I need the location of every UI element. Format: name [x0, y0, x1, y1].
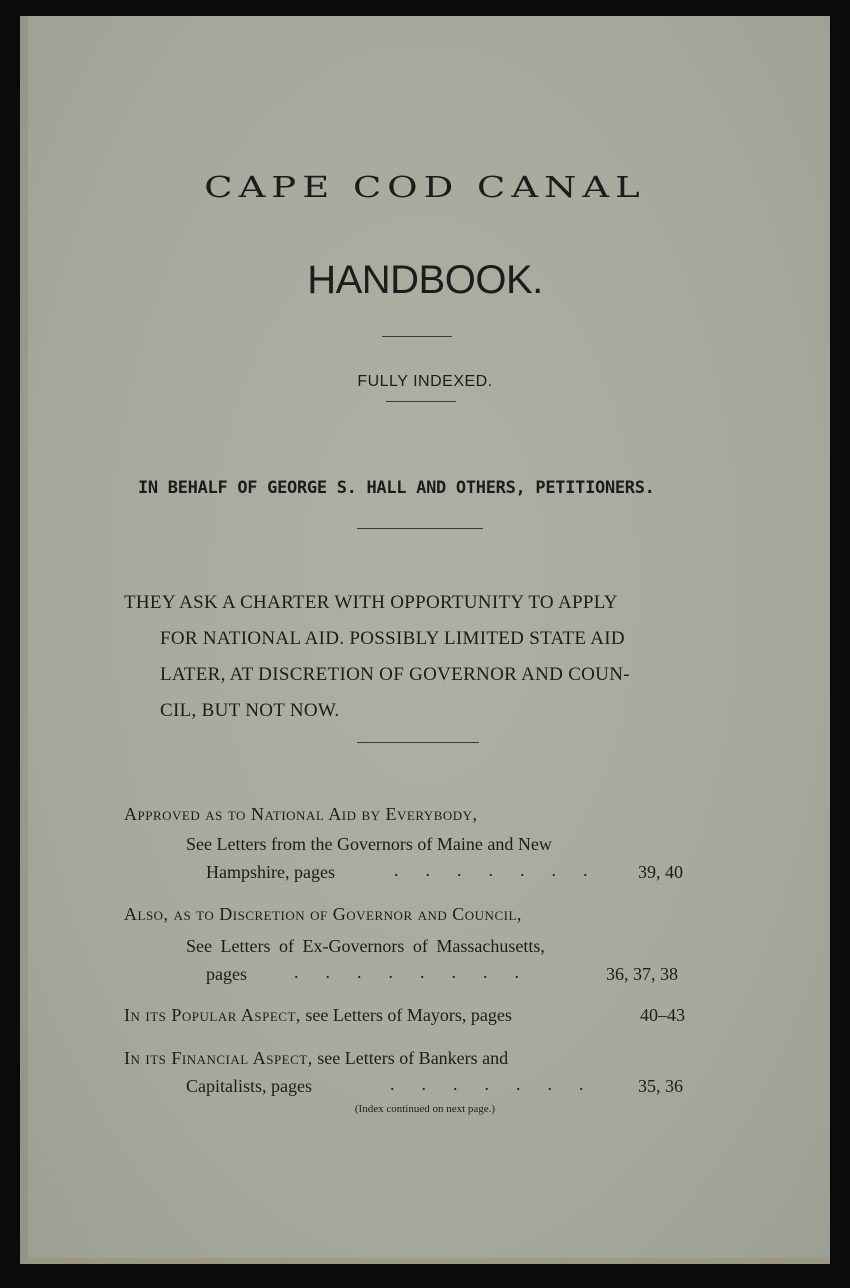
- entry-popular-head-rest: see Letters of Mayors, pages: [300, 1005, 512, 1025]
- charter-line: FOR NATIONAL AID. POSSIBLY LIMITED STATE AID: [160, 628, 625, 649]
- index-continued-note: (Index continued on next page.): [354, 1103, 496, 1115]
- leader-dots: . . . . . . .: [390, 1074, 584, 1094]
- fully-indexed-label: FULLY INDEXED.: [357, 373, 493, 390]
- entry-financial-head-sc: In its Financial Aspect,: [124, 1048, 313, 1068]
- charter-line: THEY ASK A CHARTER WITH OPPORTUNITY TO APPLY: [124, 592, 618, 613]
- entry-discretion-head-text: Also, as to Discretion of Governor and Council,: [124, 904, 522, 924]
- entry-discretion-sub: See Letters of Ex-Governors of Massachusetts,: [186, 936, 545, 956]
- divider-rule: [382, 336, 452, 337]
- entry-popular-head-sc: In its Popular Aspect,: [124, 1005, 301, 1025]
- entry-discretion-pages: 36, 37, 38: [606, 964, 678, 984]
- entry-national-aid-sub: See Letters from the Governors of Maine and New: [186, 834, 552, 854]
- entry-financial-head-rest: see Letters of Bankers and: [312, 1048, 509, 1068]
- behalf-line: IN BEHALF OF GEORGE S. HALL AND OTHERS, PETITIONERS.: [138, 478, 655, 498]
- charter-line: CIL, BUT NOT NOW.: [160, 700, 340, 721]
- entry-national-aid-head: Approved as to National Aid by Everybody,: [124, 804, 478, 824]
- page-subtitle: HANDBOOK.: [307, 258, 543, 302]
- divider-rule: [357, 528, 483, 529]
- charter-line: LATER, AT DISCRETION OF GOVERNOR AND COUN-: [160, 664, 630, 685]
- divider-rule: [386, 401, 456, 402]
- entry-national-aid-pages-label: Hampshire, pages: [206, 862, 335, 882]
- entry-discretion-head: [124, 904, 522, 925]
- entry-popular-head: [124, 1005, 512, 1026]
- handbook-cover-page: [20, 16, 830, 1264]
- leader-dots: . . . . . . . .: [294, 962, 519, 982]
- entry-financial-pages: 35, 36: [638, 1076, 683, 1096]
- entry-financial-head: [124, 1048, 508, 1069]
- charter-paragraph: [124, 585, 724, 729]
- page-title: CAPE COD CANAL: [204, 170, 646, 205]
- divider-rule: [357, 742, 479, 743]
- entry-national-aid-pages: 39, 40: [638, 862, 683, 882]
- entry-popular-pages: 40–43: [640, 1005, 685, 1025]
- entry-financial-pages-label: Capitalists, pages: [186, 1076, 312, 1096]
- entry-discretion-pages-label: pages: [206, 964, 247, 984]
- leader-dots: . . . . . . .: [394, 860, 588, 880]
